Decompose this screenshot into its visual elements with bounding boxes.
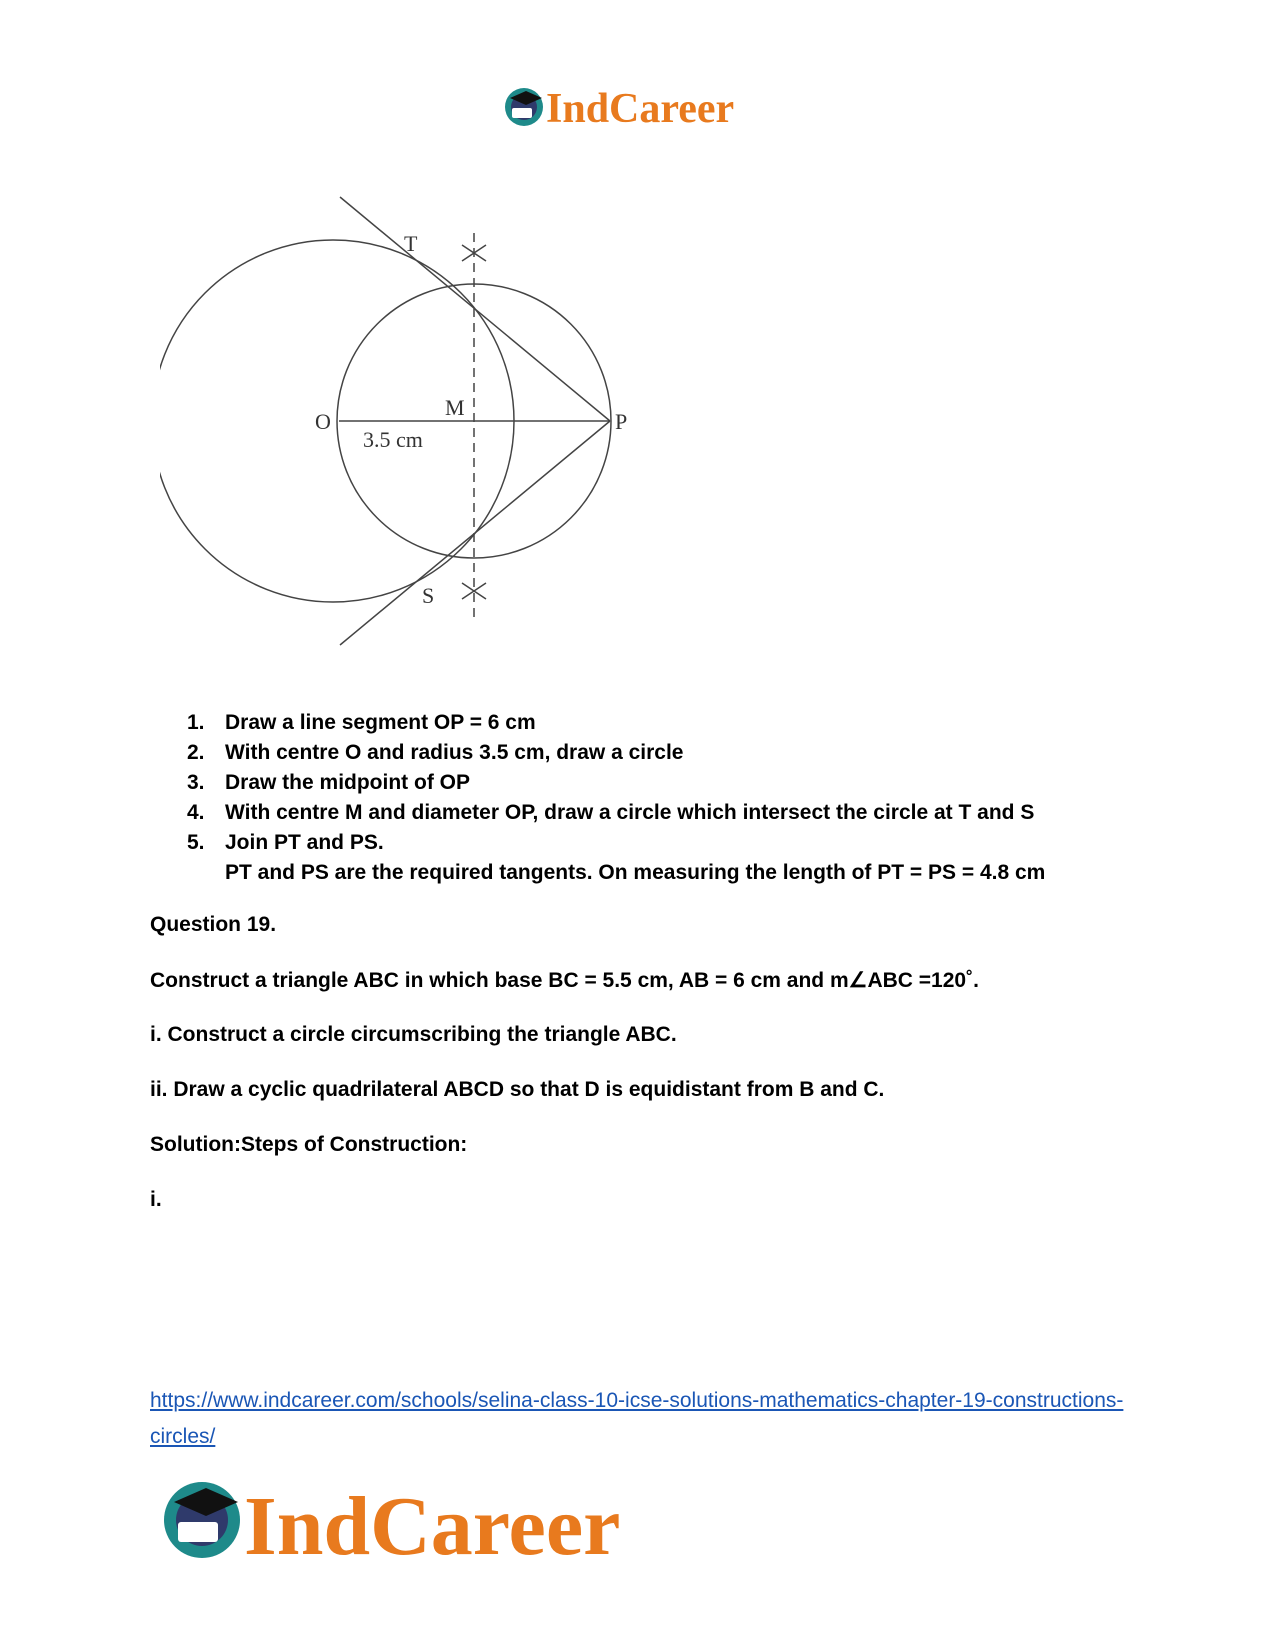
step-item: [187, 738, 1045, 768]
logo-wordmark: IndCareer: [546, 86, 735, 132]
label-m: M: [445, 395, 465, 420]
step-item: [187, 768, 1045, 798]
question-title: Question 19.: [150, 913, 277, 936]
construction-figure: [160, 185, 680, 665]
solution-sub-label: i.: [150, 1188, 162, 1211]
step-text: Join PT and PS.: [225, 831, 384, 854]
step-text: With centre M and diameter OP, draw a circle which intersect the circle at T and S: [225, 801, 1035, 824]
label-t: T: [404, 231, 418, 256]
logo-wordmark: IndCareer: [244, 1480, 621, 1572]
step-item: [187, 798, 1045, 828]
question-part-ii: ii. Draw a cyclic quadrilateral ABCD so that D is equidistant from B and C.: [150, 1078, 885, 1101]
label-radius-measure: 3.5 cm: [363, 427, 423, 452]
solution-heading: Solution:Steps of Construction:: [150, 1133, 468, 1156]
steps-conclusion: PT and PS are the required tangents. On measuring the length of PT = PS = 4.8 cm: [225, 861, 1046, 884]
step-text: Draw the midpoint of OP: [225, 771, 470, 794]
step-item: [187, 828, 1045, 858]
label-p: P: [615, 409, 628, 434]
step-number: 1.: [187, 711, 205, 734]
step-text: With centre O and radius 3.5 cm, draw a circle: [225, 741, 684, 764]
step-number: 5.: [187, 831, 205, 854]
step-number: 4.: [187, 801, 205, 824]
label-o: O: [315, 409, 331, 434]
tangent-ps: [340, 421, 610, 645]
label-s: S: [422, 583, 435, 608]
source-link[interactable]: https://www.indcareer.com/schools/selina-class-10-icse-solutions-mathematics-chapter-19-constructions-circles/: [150, 1389, 1124, 1448]
step-item: [187, 708, 1045, 738]
indcareer-logo-top: [502, 80, 772, 132]
question-part-i: i. Construct a circle circumscribing the triangle ABC.: [150, 1023, 677, 1046]
arc-mark-top: [462, 245, 486, 261]
indcareer-logo-bottom: [160, 1468, 700, 1572]
step-text: Draw a line segment OP = 6 cm: [225, 711, 536, 734]
step-number: 3.: [187, 771, 205, 794]
step-number: 2.: [187, 741, 205, 764]
tangent-pt: [340, 197, 610, 421]
construction-steps: [187, 708, 1045, 888]
question-statement: Construct a triangle ABC in which base BC = 5.5 cm, AB = 6 cm and m∠ABC =120˚.: [150, 969, 979, 992]
